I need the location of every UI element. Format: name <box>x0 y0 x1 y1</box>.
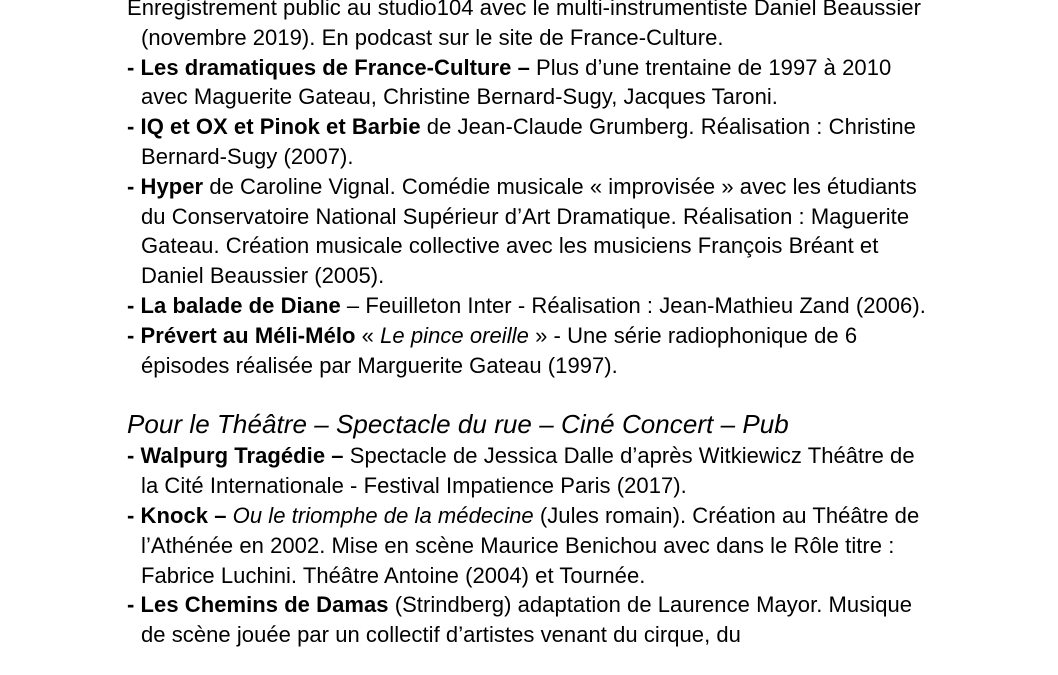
section-heading-theatre: Pour le Théâtre – Spectacle du rue – Ciné Concert – Pub <box>127 409 789 440</box>
text-run: Prévert au Méli-Mélo <box>140 322 356 348</box>
text-run: Le pince oreille <box>380 322 529 348</box>
list-dash: - <box>127 54 141 80</box>
text-run: de Jean-Claude Grumberg. Réalisation : Christine Bernard-Sugy (2007). <box>141 114 916 169</box>
list-dash: - <box>127 292 141 318</box>
work-item <box>127 172 931 291</box>
list-dash: - <box>127 592 141 618</box>
text-run: » - Une série radiophonique de 6 épisodes réalisée par Marguerite Gateau (1997). <box>141 322 858 378</box>
theatre-works-list <box>127 441 931 650</box>
list-dash: - <box>127 114 141 140</box>
work-item <box>127 291 931 321</box>
text-run: Walpurg Tragédie – <box>140 443 350 469</box>
text-run: Spectacle de Jessica Dalle d’après Witkiewicz Théâtre de la Cité Internationale - Festival Impatience Paris (2017). <box>141 443 915 499</box>
text-run: Ou le triomphe de la médecine <box>232 502 534 528</box>
list-dash: - <box>127 502 141 528</box>
text-run: Enregistrement public au studio104 avec le multi-instrumentiste Daniel Beaussier (novembre 2019). En podcast sur le site de France-Culture. <box>127 0 921 50</box>
work-item <box>127 321 931 381</box>
list-dash: - <box>127 322 141 348</box>
text-run: Hyper <box>140 173 204 199</box>
radio-works-list <box>127 0 931 380</box>
text-run: Plus d’une trentaine de 1997 à 2010 avec Maguerite Gateau, Christine Bernard-Sugy, Jacques Taroni. <box>141 54 892 110</box>
work-item <box>127 590 931 650</box>
work-item <box>127 441 931 501</box>
text-run: Les dramatiques de France-Culture – <box>140 54 537 80</box>
text-run: IQ et OX et Pinok et Barbie <box>140 114 421 140</box>
work-item <box>127 501 931 590</box>
text-run: « <box>355 322 381 348</box>
text-run: Les Chemins de Damas <box>140 592 389 618</box>
text-run: (Strindberg) adaptation de Laurence Mayor. Musique de scène jouée par un collectif d’artistes venant du cirque, du <box>141 592 913 648</box>
work-item <box>127 0 931 53</box>
work-item <box>127 53 931 113</box>
text-run: de Caroline Vignal. Comédie musicale « improvisée » avec les étudiants du Conservatoire National Supérieur d’Art Dramatique. Réalisation : Maguerite Gateau. Création musicale collective avec les musiciens François Bréant et Daniel Beaussier (2005). <box>141 173 917 289</box>
list-dash: - <box>127 173 141 199</box>
text-run: (Jules romain). Création au Théâtre de l’Athénée en 2002. Mise en scène Maurice Benichou avec dans le Rôle titre : Fabrice Luchini. Théâtre Antoine (2004) et Tournée. <box>141 502 920 588</box>
work-item <box>127 112 931 172</box>
text-run: Knock – <box>140 502 233 528</box>
text-run: La balade de Diane <box>140 292 341 318</box>
list-dash: - <box>127 443 141 469</box>
text-run: – Feuilleton Inter - Réalisation : Jean-Mathieu Zand (2006). <box>340 292 926 318</box>
